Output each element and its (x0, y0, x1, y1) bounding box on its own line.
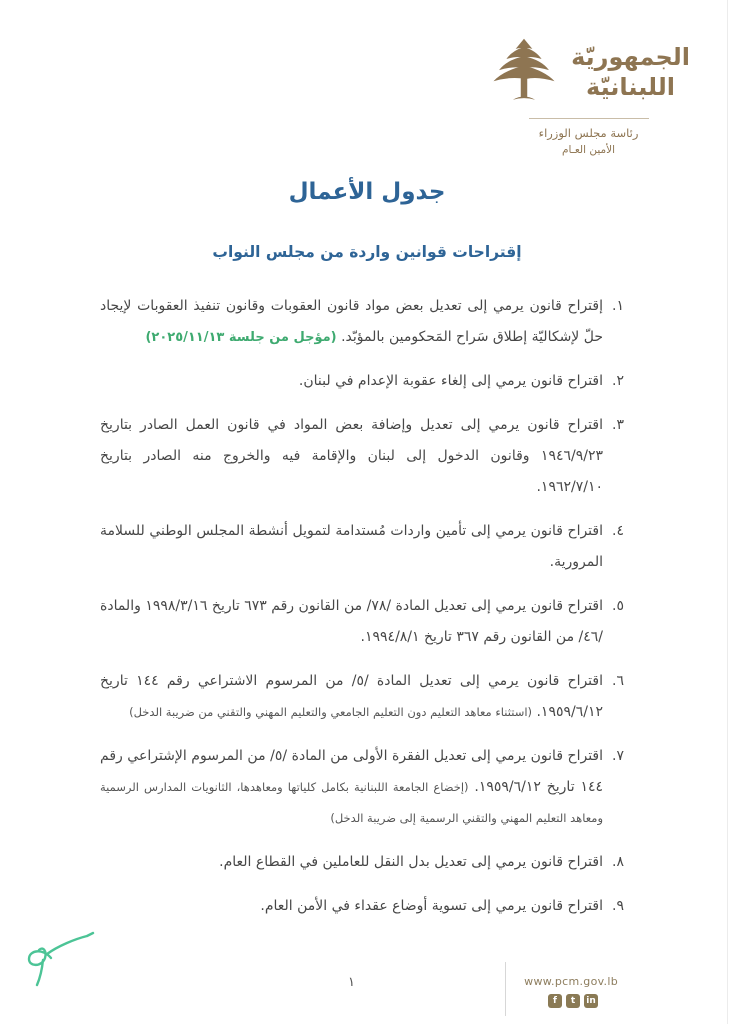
handwritten-signature-mark (3, 930, 98, 990)
website-link[interactable]: www.pcm.gov.lb (524, 975, 618, 988)
agenda-item-body: اقتراح قانون يرمي إلى تعديل المادة /٧٨/ من القانون رقم ٦٧٣ تاريخ ١٩٩٨/٣/١٦ والمادة /٤٦/ من القانون رقم ٣٦٧ تاريخ ١٩٩٤/٨/١. (100, 598, 604, 646)
agenda-item-number: ٩. (612, 898, 624, 915)
agenda-item (100, 591, 638, 653)
cedar-tree-icon (487, 34, 561, 110)
linkedin-icon[interactable]: in (584, 994, 598, 1008)
agenda-item-number: ٥. (612, 598, 624, 615)
agenda-item-note: (مؤجل من جلسة ٢٠٢٥/١١/١٣) (145, 330, 337, 346)
agenda-item-body: اقتراح قانون يرمي إلى تأمين واردات مُستدامة لتمويل أنشطة المجلس الوطني للسلامة المرورية. (100, 523, 603, 571)
agenda-item-number: ٤. (612, 523, 624, 540)
agenda-item-text (100, 516, 603, 578)
agenda-item-number: ٣. (612, 417, 624, 434)
republic-name (571, 42, 690, 102)
agenda-item-number: ٦. (612, 673, 624, 690)
twitter-icon[interactable]: t (566, 994, 580, 1008)
agenda-item-body: إقتراح قانون يرمي إلى تعديل بعض مواد قانون العقوبات وقانون تنفيذ العقوبات لإيجاد حلّ لإشكاليّة إطلاق سَراح المَحكومين بالمؤبّد. (100, 298, 603, 346)
agenda-item-body: اقتراح قانون يرمي إلى تعديل الفقرة الأولى من المادة /٥/ من المرسوم الإشتراعي رقم ١٤٤ تاريخ ١٩٥٩/٦/١٢. (100, 748, 603, 796)
agenda-item-text (100, 666, 603, 728)
agenda-item (100, 666, 638, 728)
agenda-item (100, 741, 638, 834)
agenda-item-number: ٧. (612, 748, 624, 765)
section-heading: إقتراحات قوانين واردة من مجلس النواب (212, 243, 522, 262)
org-name: رئاسة مجلس الوزراء (538, 126, 639, 140)
agenda-item (100, 366, 638, 397)
agenda-item (100, 516, 638, 578)
agenda-item-body: اقتراح قانون يرمي إلى تسوية أوضاع عقداء في الأمن العام. (260, 898, 603, 915)
agenda-item-text (100, 291, 603, 353)
social-icons-row (528, 994, 618, 1008)
republic-name-line2: اللبنانيّة (586, 73, 676, 101)
agenda-item-body: اقتراح قانون يرمي إلى تعديل وإضافة بعض المواد في قانون العمل الصادر بتاريخ ١٩٤٦/٩/٢٣ وقانون الدخول إلى لبنان والإقامة فيه والخروج منه الصادر بتاريخ ١٩٦٢/٧/١٠. (100, 417, 603, 496)
republic-name-line1: الجمهوريّة (571, 43, 690, 71)
agenda-item-text (100, 847, 603, 878)
agenda-item-number: ٢. (612, 373, 624, 390)
agenda-item-note: (استثناء معاهد التعليم دون التعليم الجامعي والتعليم المهني والتقني من ضريبة الدخل) (129, 705, 533, 720)
agenda-item (100, 291, 638, 353)
agenda-item (100, 847, 638, 878)
letterhead (0, 0, 734, 159)
agenda-item-body: اقتراح قانون يرمي إلى تعديل المادة /٥/ من المرسوم الاشتراعي رقم ١٤٤ تاريخ ١٩٥٩/٦/١٢. (100, 673, 603, 721)
agenda-item (100, 891, 638, 922)
agenda-item-body: اقتراح قانون يرمي إلى إلغاء عقوبة الإعدام في لبنان. (298, 373, 603, 390)
agenda-item-text (100, 741, 603, 834)
agenda-item-body: اقتراح قانون يرمي إلى تعديل بدل النقل للعاملين في القطاع العام. (219, 854, 603, 871)
org-lines (529, 118, 649, 159)
page-number: ١ (348, 975, 355, 990)
footer (0, 924, 734, 1024)
agenda-list (0, 285, 734, 922)
agenda-item-number: ١. (612, 298, 624, 315)
page-title: جدول الأعمال (288, 179, 446, 206)
scan-page-edge (727, 0, 728, 1024)
facebook-icon[interactable]: f (548, 994, 562, 1008)
agenda-item-note: (إخضاع الجامعة اللبنانية بكامل كلياتها ومعاهدها، الثانويات المدارس الرسمية ومعاهد التعليم المهني والتقني الرسمية إلى ضريبة الدخل) (100, 780, 603, 826)
footer-divider (505, 962, 506, 1016)
org-role: الأمين العـام (562, 144, 616, 157)
government-logo (487, 34, 690, 159)
agenda-item (100, 410, 638, 503)
agenda-item-number: ٨. (612, 854, 624, 871)
site-block (524, 975, 618, 1008)
agenda-item-text (100, 891, 603, 922)
agenda-item-text (100, 591, 603, 653)
agenda-item-text (100, 366, 603, 397)
agenda-item-text (100, 410, 603, 503)
